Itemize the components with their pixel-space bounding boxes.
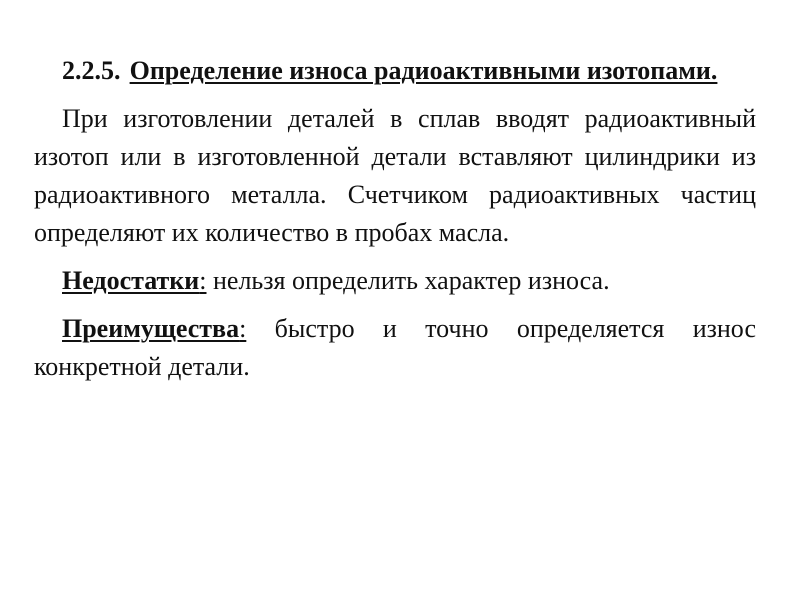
body-paragraph: При изготовлении деталей в сплав вводят радиоактивный изотоп или в изготовленной детали вставляют цилиндрики из радиоактивного металла. Счетчиком радиоактивных частиц определяют их количество в пробах масла.	[34, 104, 756, 247]
advantages-colon: :	[239, 314, 247, 343]
disadvantages-label: Недостатки	[62, 266, 200, 295]
disadvantages-colon: :	[199, 266, 207, 295]
section-title: Определение износа радиоактивными изотопами.	[129, 56, 718, 85]
section-heading	[34, 52, 756, 90]
section-number: 2.2.5.	[62, 56, 121, 85]
advantages-text: быстро и точно определяется износ конкретной детали.	[34, 314, 756, 381]
advantages-paragraph	[34, 310, 756, 386]
disadvantages-paragraph	[34, 262, 756, 300]
advantages-label: Преимущества	[62, 314, 240, 343]
disadvantages-text: нельзя определить характер износа.	[206, 266, 610, 295]
